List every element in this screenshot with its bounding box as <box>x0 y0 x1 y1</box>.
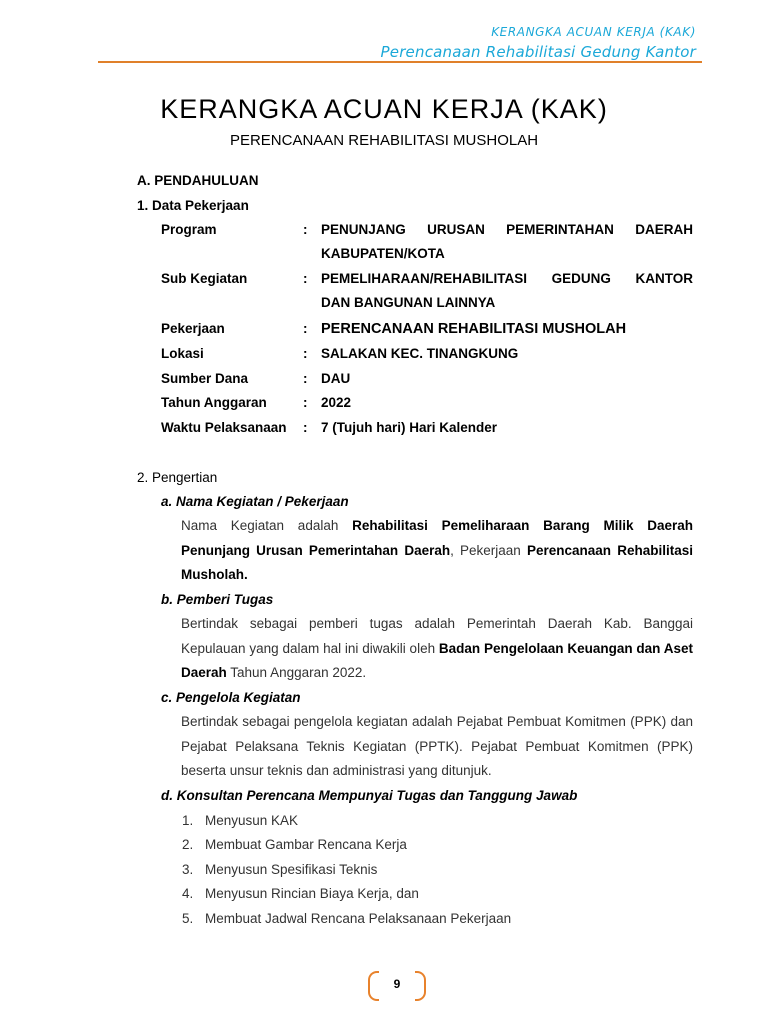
subsection-1-heading: 1. Data Pekerjaan <box>137 198 249 213</box>
running-header-subtitle: Perencanaan Rehabilitasi Gedung Kantor <box>380 43 696 61</box>
header-divider <box>98 61 702 63</box>
row-label: Lokasi <box>161 346 204 361</box>
row-label: Program <box>161 222 217 237</box>
row-label: Waktu Pelaksanaan <box>161 420 287 435</box>
list-item: Menyusun Rincian Biaya Kerja, dan <box>205 886 419 901</box>
list-item-number: 2. <box>182 837 194 852</box>
row-label: Tahun Anggaran <box>161 395 267 410</box>
row-label: Sub Kegiatan <box>161 271 248 286</box>
item-b-paragraph: Bertindak sebagai pemberi tugas adalah Pemerintah Daerah Kab. Banggai Kepulauan yang dalam hal ini diwakili oleh Badan Pengelolaan Keuangan dan Aset Daerah Tahun Anggaran 2022. <box>181 616 693 680</box>
item-c-paragraph: Bertindak sebagai pengelola kegiatan adalah Pejabat Pembuat Komitmen (PPK) dan Pejabat Pelaksana Teknis Kegiatan (PPTK). Pejabat Pembuat Komitmen (PPK) beserta unsur teknis dan administrasi yang ditunjuk. <box>181 714 693 778</box>
row-colon: : <box>303 321 308 336</box>
list-item-number: 3. <box>182 862 194 877</box>
document-title: KERANGKA ACUAN KERJA (KAK) <box>160 94 608 124</box>
row-value: 7 (Tujuh hari) Hari Kalender <box>321 420 498 435</box>
row-colon: : <box>303 371 308 386</box>
document-subtitle: PERENCANAAN REHABILITASI MUSHOLAH <box>229 132 539 149</box>
item-c-heading: c. Pengelola Kegiatan <box>161 690 301 705</box>
row-colon: : <box>303 222 308 237</box>
list-item-number: 5. <box>182 911 194 926</box>
item-b-heading: b. Pemberi Tugas <box>161 592 274 607</box>
subsection-2-heading: 2. Pengertian <box>137 470 218 485</box>
item-a-paragraph: Nama Kegiatan adalah Rehabilitasi Pemeliharaan Barang Milik Daerah Penunjang Urusan Pemerintahan Daerah, Pekerjaan Perencanaan Rehabilitasi Musholah. <box>181 518 693 582</box>
list-item-number: 1. <box>182 813 194 828</box>
row-value: PENUNJANG URUSAN PEMERINTAHAN DAERAH <box>321 222 693 237</box>
row-value: PERENCANAAN REHABILITASI MUSHOLAH <box>321 321 627 337</box>
row-value-cont: KABUPATEN/KOTA <box>321 246 445 261</box>
row-colon: : <box>303 346 308 361</box>
row-label: Pekerjaan <box>161 321 225 336</box>
running-header-title: KERANGKA ACUAN KERJA (KAK) <box>491 25 696 39</box>
list-item: Menyusun KAK <box>205 813 299 828</box>
row-colon: : <box>303 271 308 286</box>
list-item: Membuat Gambar Rencana Kerja <box>205 837 407 852</box>
item-a-heading: a. Nama Kegiatan / Pekerjaan <box>161 494 349 509</box>
page-number: 9 <box>393 977 401 991</box>
section-a-heading: A. PENDAHULUAN <box>137 173 259 188</box>
row-value: DAU <box>321 371 351 386</box>
row-label: Sumber Dana <box>161 371 249 386</box>
list-item-number: 4. <box>182 886 194 901</box>
row-value: SALAKAN KEC. TINANGKUNG <box>321 346 519 361</box>
row-value: PEMELIHARAAN/REHABILITASI GEDUNG KANTOR <box>321 271 693 286</box>
row-colon: : <box>303 395 308 410</box>
list-item: Membuat Jadwal Rencana Pelaksanaan Pekerjaan <box>205 911 512 926</box>
row-value: 2022 <box>321 395 352 410</box>
list-item: Menyusun Spesifikasi Teknis <box>205 862 378 877</box>
row-value-cont: DAN BANGUNAN LAINNYA <box>321 295 496 310</box>
item-d-heading: d. Konsultan Perencana Mempunyai Tugas dan Tanggung Jawab <box>161 788 578 803</box>
page-number-box <box>368 971 426 999</box>
row-colon: : <box>303 420 308 435</box>
